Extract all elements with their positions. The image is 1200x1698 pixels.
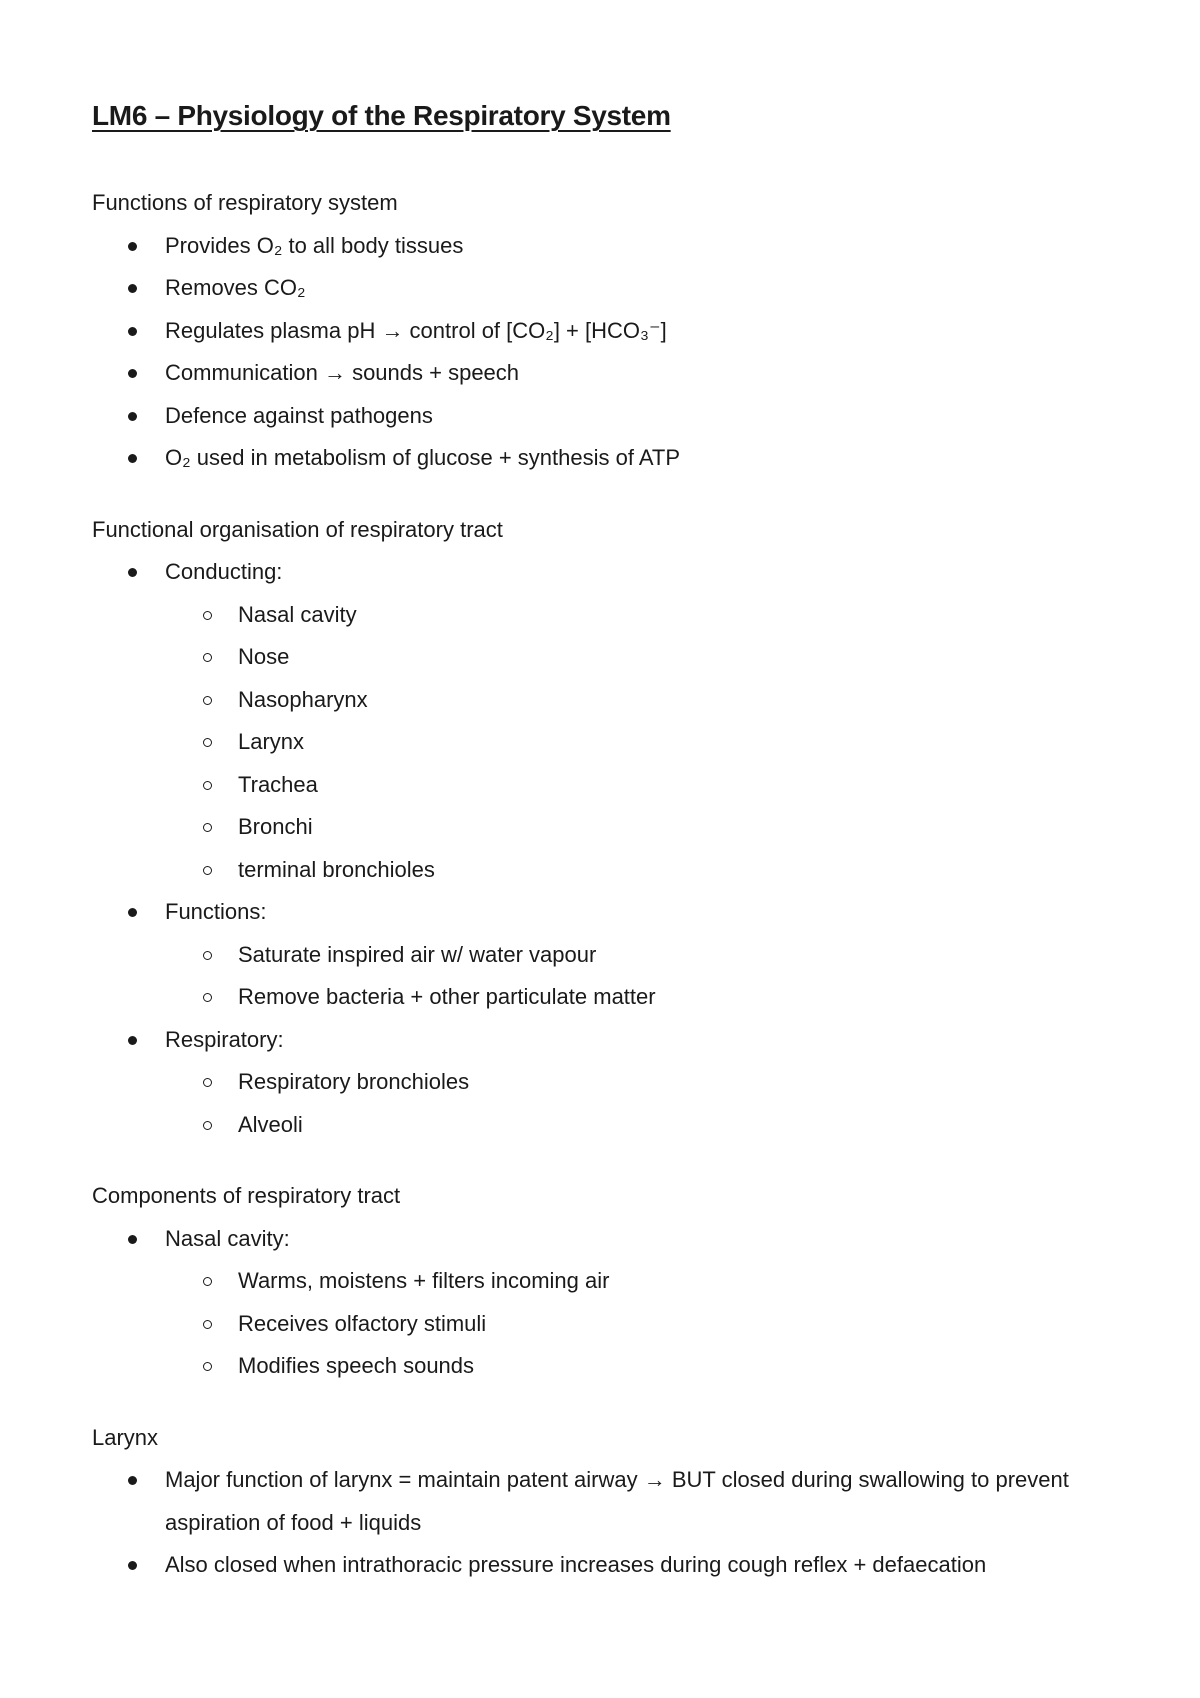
section-heading: Functional organisation of respiratory tract (92, 516, 503, 542)
sub-list-item-text: Alveoli (238, 1111, 303, 1137)
circle-bullet-icon (203, 1078, 212, 1087)
section-components (92, 1175, 1112, 1388)
sub-list-item (165, 1104, 1112, 1147)
bullet-icon (128, 1476, 137, 1485)
list-item (92, 1218, 1112, 1388)
section-functional-organisation (92, 509, 1112, 1147)
bullet-icon (128, 327, 137, 336)
list-item (92, 437, 1112, 480)
sub-list-item-text: terminal bronchioles (238, 856, 435, 882)
list-item-text: O₂ used in metabolism of glucose + synthesis of ATP (165, 445, 680, 470)
sub-list-item (165, 679, 1112, 722)
sub-list-item-text: Respiratory bronchioles (238, 1069, 470, 1094)
bullet-icon (128, 369, 137, 378)
circle-bullet-icon (203, 1362, 212, 1371)
circle-bullet-icon (203, 611, 212, 620)
bullet-icon (128, 1561, 137, 1570)
list-item-text: Major function of larynx = maintain patent airway → BUT closed during swallowing to prevent aspiration of food + liquids (165, 1467, 1069, 1535)
circle-bullet-icon (203, 1320, 212, 1329)
sub-list-item-text: Modifies speech sounds (238, 1353, 475, 1378)
sub-list-item-text: Nasopharynx (238, 686, 368, 712)
sub-list (165, 594, 1112, 892)
list-item (92, 891, 1112, 1019)
sub-list-item-text: Nose (238, 644, 290, 669)
bullet-icon (128, 284, 137, 293)
sub-list-item-text: Trachea (238, 771, 318, 797)
list-item (92, 225, 1112, 268)
list-item (92, 1544, 1112, 1587)
sub-list-item-text: Receives olfactory stimuli (238, 1310, 487, 1336)
bullet-icon (128, 454, 137, 463)
sub-list-item-text: Bronchi (238, 814, 313, 839)
sub-list-item (165, 764, 1112, 807)
sub-list (165, 934, 1112, 1019)
list-item-text: Communication → sounds + speech (165, 360, 520, 385)
bullet-list (92, 1459, 1112, 1587)
circle-bullet-icon (203, 1277, 212, 1286)
bullet-list (92, 225, 1112, 480)
bullet-icon (128, 908, 137, 917)
bullet-list (92, 1218, 1112, 1388)
circle-bullet-icon (203, 653, 212, 662)
sub-list-item-text: Nasal cavity (238, 601, 357, 627)
sub-list-item (165, 806, 1112, 849)
section-heading: Larynx (92, 1424, 159, 1450)
sub-list-item-text: Larynx (238, 729, 305, 754)
bullet-icon (128, 412, 137, 421)
circle-bullet-icon (203, 781, 212, 790)
list-item-text: Removes CO₂ (165, 275, 306, 300)
bullet-icon (128, 242, 137, 251)
list-item (92, 310, 1112, 353)
section-functions (92, 182, 1112, 480)
list-item-text: Conducting: (165, 559, 283, 584)
list-item (92, 395, 1112, 438)
sub-list (165, 1260, 1112, 1388)
sub-list-item (165, 594, 1112, 637)
document-page (92, 92, 1112, 1616)
section-heading: Components of respiratory tract (92, 1183, 401, 1208)
page-title: LM6 – Physiology of the Respiratory System (92, 100, 671, 131)
bullet-icon (128, 1235, 137, 1244)
bullet-icon (128, 568, 137, 577)
sub-list-item (165, 636, 1112, 679)
sub-list-item (165, 1345, 1112, 1388)
sub-list-item (165, 1260, 1112, 1303)
bullet-icon (128, 1036, 137, 1045)
list-item-text: Regulates plasma pH → control of [CO₂] + [HCO₃⁻] (165, 317, 667, 343)
list-item-text: Nasal cavity: (165, 1225, 290, 1251)
circle-bullet-icon (203, 1121, 212, 1130)
list-item (92, 1459, 1112, 1544)
list-item (92, 352, 1112, 395)
section-heading: Functions of respiratory system (92, 190, 398, 215)
list-item-text: Provides O₂ to all body tissues (165, 232, 464, 258)
sub-list-item-text: Warms, moistens + filters incoming air (238, 1268, 610, 1293)
sub-list-item (165, 976, 1112, 1019)
sub-list (165, 1061, 1112, 1146)
sub-list-item-text: Remove bacteria + other particulate matter (238, 984, 656, 1009)
sub-list-item (165, 849, 1112, 892)
sub-list-item-text: Saturate inspired air w/ water vapour (238, 941, 597, 967)
circle-bullet-icon (203, 993, 212, 1002)
list-item-text: Defence against pathogens (165, 402, 433, 428)
circle-bullet-icon (203, 866, 212, 875)
list-item (92, 267, 1112, 310)
sub-list-item (165, 934, 1112, 977)
list-item (92, 551, 1112, 891)
circle-bullet-icon (203, 696, 212, 705)
circle-bullet-icon (203, 738, 212, 747)
sub-list-item (165, 1303, 1112, 1346)
circle-bullet-icon (203, 951, 212, 960)
list-item (92, 1019, 1112, 1147)
list-item-text: Also closed when intrathoracic pressure increases during cough reflex + defaecation (165, 1552, 987, 1577)
circle-bullet-icon (203, 823, 212, 832)
sub-list-item (165, 721, 1112, 764)
bullet-list (92, 551, 1112, 1146)
list-item-text: Functions: (165, 899, 267, 924)
section-larynx (92, 1417, 1112, 1587)
list-item-text: Respiratory: (165, 1026, 284, 1052)
sub-list-item (165, 1061, 1112, 1104)
